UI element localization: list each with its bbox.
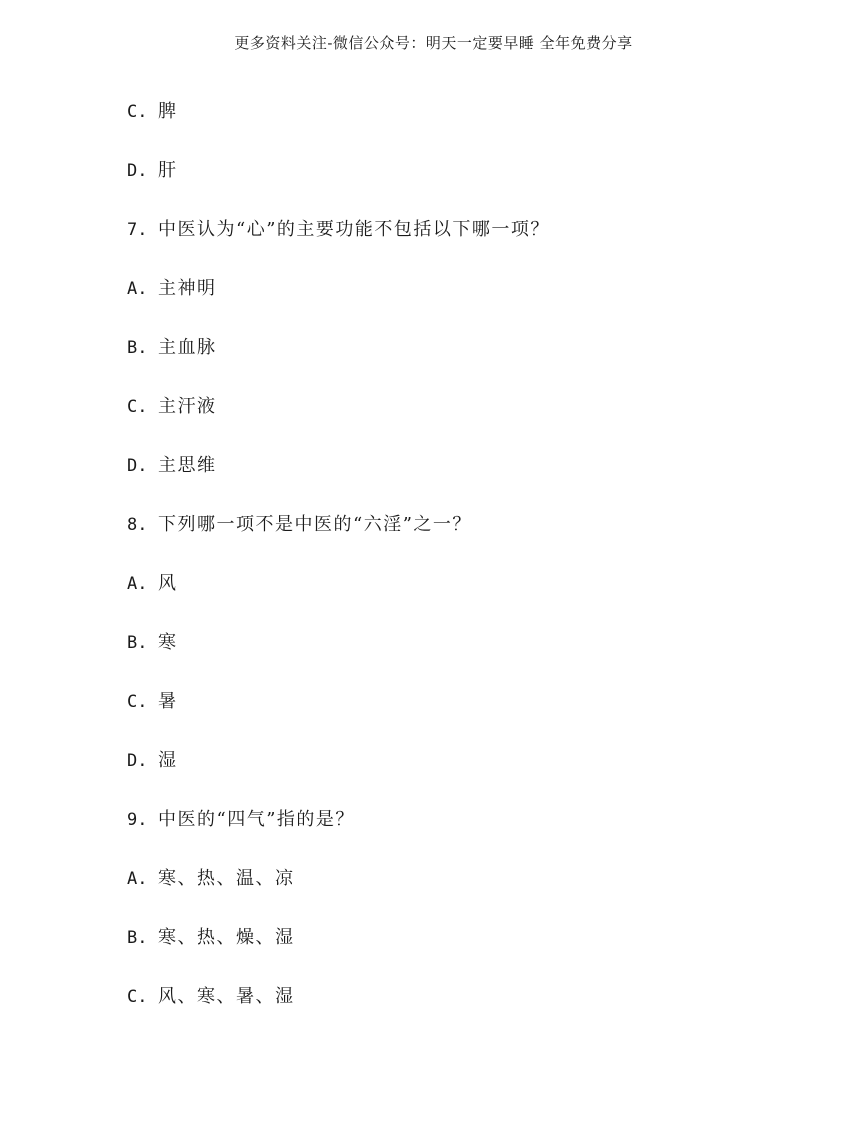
option-label: C. <box>127 397 148 417</box>
option-label: B. <box>127 633 148 653</box>
option-c-q7 <box>127 394 807 453</box>
question-text: 中医的“四气”指的是？ <box>158 809 355 830</box>
option-label: C. <box>127 692 148 712</box>
option-d-q8 <box>127 748 807 807</box>
option-text: 肝 <box>158 160 178 181</box>
option-label: D. <box>127 161 148 181</box>
option-label: B. <box>127 928 148 948</box>
document-body <box>127 99 807 1043</box>
option-label: D. <box>127 751 148 771</box>
option-text: 风 <box>158 573 178 594</box>
option-text: 暑 <box>158 691 178 712</box>
option-b-q8 <box>127 630 807 689</box>
option-d-q7 <box>127 453 807 512</box>
option-b-q9 <box>127 925 807 984</box>
option-label: C. <box>127 102 148 122</box>
question-number: 8. <box>127 515 148 535</box>
question-number: 9. <box>127 810 148 830</box>
option-text: 脾 <box>158 101 178 122</box>
option-text: 风、寒、暑、湿 <box>158 986 295 1007</box>
option-c-q9 <box>127 984 807 1043</box>
option-c-q6 <box>127 99 807 158</box>
question-text: 下列哪一项不是中医的“六淫”之一？ <box>158 514 472 535</box>
page-header: 更多资料关注-微信公众号：明天一定要早睡 全年免费分享 <box>234 34 633 52</box>
question-text: 中医认为“心”的主要功能不包括以下哪一项？ <box>158 219 550 240</box>
option-a-q8 <box>127 571 807 630</box>
option-label: B. <box>127 338 148 358</box>
option-text: 主血脉 <box>158 337 217 358</box>
option-text: 主神明 <box>158 278 217 299</box>
option-text: 湿 <box>158 750 178 771</box>
option-a-q9 <box>127 866 807 925</box>
question-8 <box>127 512 807 571</box>
option-label: A. <box>127 869 148 889</box>
option-text: 主汗液 <box>158 396 217 417</box>
option-label: C. <box>127 987 148 1007</box>
option-b-q7 <box>127 335 807 394</box>
option-label: A. <box>127 279 148 299</box>
option-text: 主思维 <box>158 455 217 476</box>
question-number: 7. <box>127 220 148 240</box>
option-text: 寒 <box>158 632 178 653</box>
option-label: D. <box>127 456 148 476</box>
question-7 <box>127 217 807 276</box>
option-c-q8 <box>127 689 807 748</box>
option-label: A. <box>127 574 148 594</box>
option-text: 寒、热、温、凉 <box>158 868 295 889</box>
option-d-q6 <box>127 158 807 217</box>
option-a-q7 <box>127 276 807 335</box>
question-9 <box>127 807 807 866</box>
option-text: 寒、热、燥、湿 <box>158 927 295 948</box>
